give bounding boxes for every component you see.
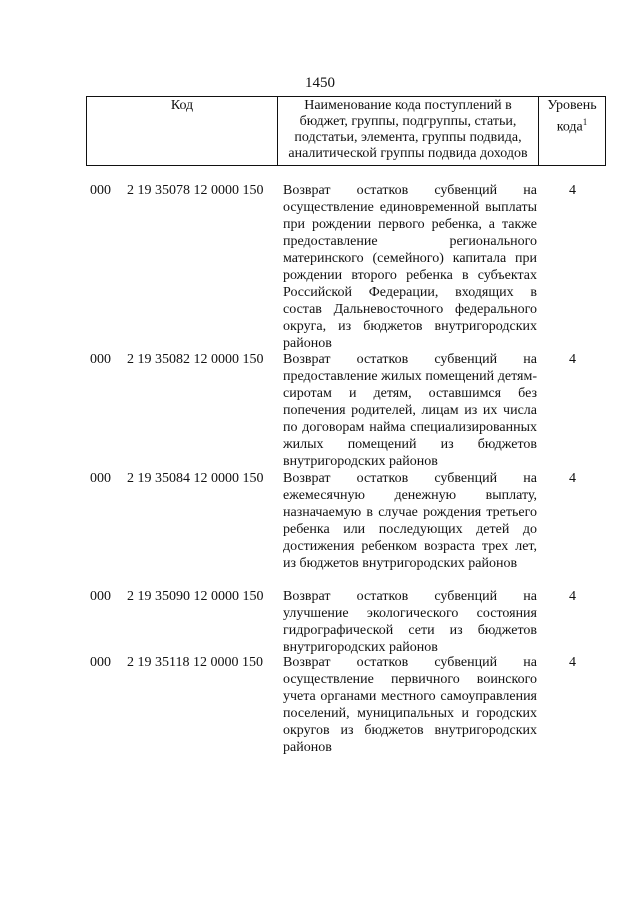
budget-code: 2 19 35090 12 0000 150 xyxy=(127,589,264,604)
header-level-footnote: 1 xyxy=(582,117,588,127)
budget-code: 2 19 35118 12 0000 150 xyxy=(127,655,263,670)
code-level: 4 xyxy=(569,589,576,604)
code-name: Возврат остатков субвенций на осуществление первичного воинского учета органами местного самоуправления поселений, муниципальных и городских округов из бюджетов внутригородских районов xyxy=(283,655,537,755)
code-name: Возврат остатков субвенций на ежемесячную денежную выплату, назначаемую в случае рождения третьего ребенка или последующих детей до достижения ребенком возраста трех лет, из бюджетов внутригородских районов xyxy=(283,471,537,571)
budget-code: 2 19 35082 12 0000 150 xyxy=(127,352,264,367)
budget-code: 2 19 35078 12 0000 150 xyxy=(127,183,264,198)
admin-code: 000 xyxy=(90,352,111,367)
table-header xyxy=(86,96,606,166)
code-level: 4 xyxy=(569,352,576,367)
admin-code: 000 xyxy=(90,655,111,670)
page-number: 1450 xyxy=(305,75,335,91)
admin-code: 000 xyxy=(90,183,111,198)
code-name: Возврат остатков субвенций на улучшение экологического состояния гидрографической сети из бюджетов внутригородских районов xyxy=(283,589,537,655)
code-name: Возврат остатков субвенций на осуществление единовременной выплаты при рождении первого ребенка, а также предоставление регионального материнского (семейного) капитала при рождении второго ребенка в субъектах Российской Федерации, входящих в состав Дальневосточного федерального округа, из бюджетов внутригородских районов xyxy=(283,183,537,351)
code-level: 4 xyxy=(569,655,576,670)
header-level xyxy=(539,97,606,166)
header-level-label: Уровень кода xyxy=(547,98,597,135)
code-level: 4 xyxy=(569,183,576,198)
code-name: Возврат остатков субвенций на предоставление жилых помещений детям-сиротам и детям, оставшимся без попечения родителей, лицам из их числа по договорам найма специализированных жилых помещений из бюджетов внутригородских районов xyxy=(283,352,537,469)
header-code xyxy=(87,97,278,166)
header-code-label: Код xyxy=(170,98,194,113)
header-name xyxy=(278,97,539,166)
header-name-label: Наименование кода поступлений в бюджет, группы, подгруппы, статьи, подстатьи, элемента, группы подвида, аналитической группы подвида доходов xyxy=(288,98,528,161)
admin-code: 000 xyxy=(90,589,111,604)
admin-code: 000 xyxy=(90,471,111,486)
code-level: 4 xyxy=(569,471,576,486)
budget-code: 2 19 35084 12 0000 150 xyxy=(127,471,264,486)
